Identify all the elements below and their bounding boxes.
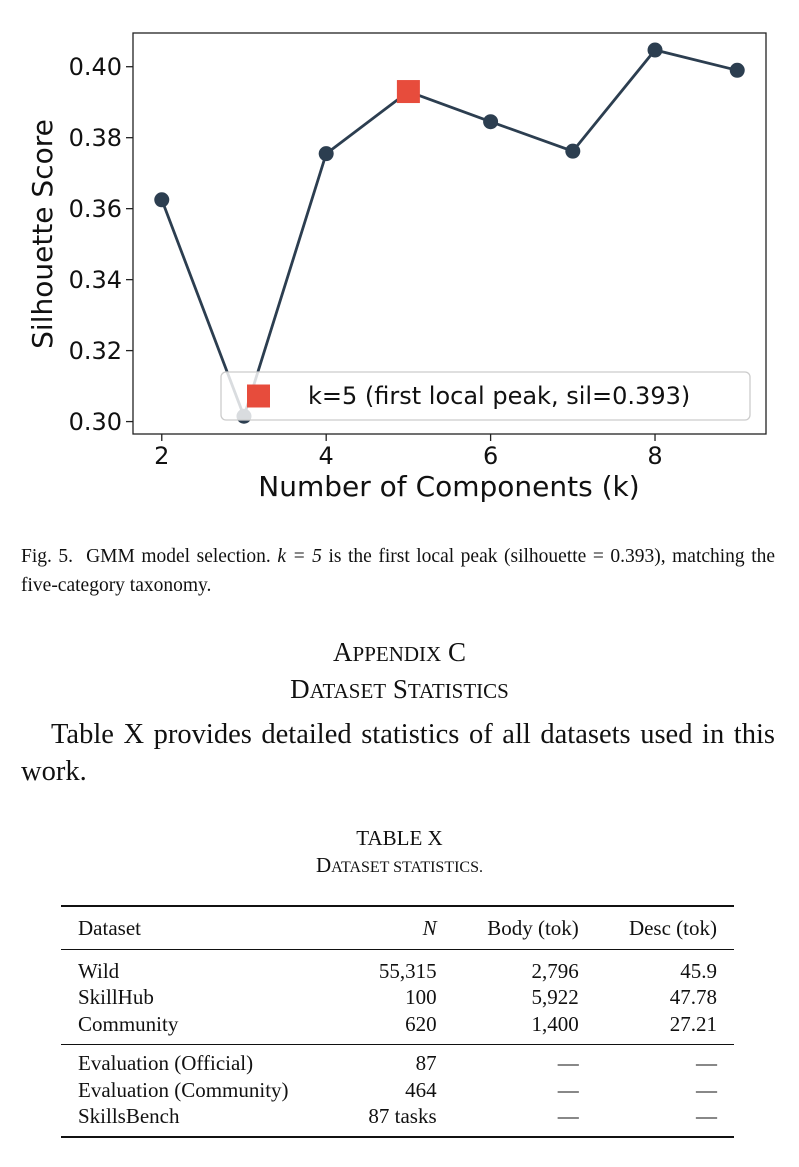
dataset-statistics-table <box>61 905 734 1138</box>
cell-body: 1,400 <box>531 1011 579 1036</box>
header-desc: Desc (tok) <box>628 915 717 940</box>
series-line <box>162 50 737 416</box>
cell-desc: — <box>696 1051 717 1076</box>
figure-caption <box>21 542 775 600</box>
x-tick-label: 2 <box>154 442 170 470</box>
cell-dataset: Evaluation (Official) <box>78 1051 254 1076</box>
x-tick-label: 8 <box>647 442 663 470</box>
data-point <box>319 146 334 161</box>
cell-desc: 27.21 <box>669 1011 717 1036</box>
table-row <box>61 985 734 1012</box>
data-point <box>154 192 169 207</box>
y-tick-label: 0.38 <box>68 124 122 153</box>
cell-body: — <box>557 1077 579 1102</box>
y-tick-label: 0.36 <box>68 195 122 224</box>
cell-n: 87 tasks <box>368 1104 437 1129</box>
table-row <box>61 1104 734 1138</box>
table-title-rest: ATASET STATISTICS. <box>331 859 483 876</box>
cell-body: — <box>557 1051 579 1076</box>
cell-dataset: SkillsBench <box>78 1104 180 1129</box>
cell-desc: 47.78 <box>669 985 717 1010</box>
table-title-initial: D <box>316 853 332 877</box>
y-tick-label: 0.30 <box>68 408 122 437</box>
table-header-row <box>61 906 734 950</box>
caption-text-before: GMM model selection. <box>86 546 271 567</box>
header-dataset: Dataset <box>78 915 141 940</box>
appendix-title-initial-b: S <box>392 674 408 704</box>
data-point <box>648 43 663 58</box>
cell-n: 87 <box>415 1051 437 1076</box>
figure-label: Fig. 5. <box>21 546 74 567</box>
y-tick-label: 0.32 <box>68 337 122 366</box>
table-row <box>61 1077 734 1104</box>
appendix-title-rest-b: TATISTICS <box>407 679 509 703</box>
appendix-heading <box>0 637 799 668</box>
cell-n: 55,315 <box>378 958 437 983</box>
cell-dataset: SkillHub <box>78 985 154 1010</box>
cell-dataset: Community <box>78 1011 179 1036</box>
table-row <box>61 1044 734 1077</box>
appendix-rest: PPENDIX <box>352 642 442 666</box>
table-title <box>0 853 799 878</box>
appendix-letter: C <box>447 637 466 667</box>
silhouette-chart <box>0 0 799 520</box>
cell-body: — <box>557 1104 579 1129</box>
caption-math: k = 5 <box>277 546 322 567</box>
highlight-point <box>397 80 420 103</box>
appendix-title <box>0 674 799 705</box>
table-label: TABLE X <box>356 826 443 850</box>
data-point <box>565 144 580 159</box>
caption-text-after: is the first local peak (silhouette = 0.393), matching the five-category taxonomy. <box>21 546 776 596</box>
y-axis-label: Silhouette Score <box>26 119 59 349</box>
cell-body: 2,796 <box>531 958 579 983</box>
legend-label: k=5 (first local peak, sil=0.393) <box>308 382 691 410</box>
x-axis-label: Number of Components (k) <box>258 470 640 503</box>
x-tick-label: 6 <box>482 442 499 470</box>
header-body: Body (tok) <box>487 915 579 940</box>
y-tick-label: 0.40 <box>68 53 122 82</box>
legend-marker <box>247 385 270 408</box>
y-tick-label: 0.34 <box>68 266 122 295</box>
cell-n: 620 <box>405 1011 437 1036</box>
cell-desc: 45.9 <box>680 958 717 983</box>
appendix-title-initial-a: D <box>290 674 310 704</box>
table-row <box>61 950 734 985</box>
cell-dataset: Evaluation (Community) <box>78 1077 289 1102</box>
cell-body: 5,922 <box>531 985 579 1010</box>
appendix-title-rest-a: ATASET <box>309 679 387 703</box>
cell-n: 100 <box>405 985 437 1010</box>
appendix-initial: A <box>333 637 353 667</box>
cell-dataset: Wild <box>78 958 120 983</box>
data-point <box>730 63 745 78</box>
data-point <box>483 114 498 129</box>
x-tick-label: 4 <box>318 442 334 470</box>
cell-n: 464 <box>405 1077 437 1102</box>
cell-desc: — <box>696 1104 717 1129</box>
table-row <box>61 1011 734 1044</box>
cell-desc: — <box>696 1077 717 1102</box>
header-n: N <box>422 915 437 940</box>
body-paragraph: Table X provides detailed statistics of all datasets used in this work. <box>21 719 775 787</box>
